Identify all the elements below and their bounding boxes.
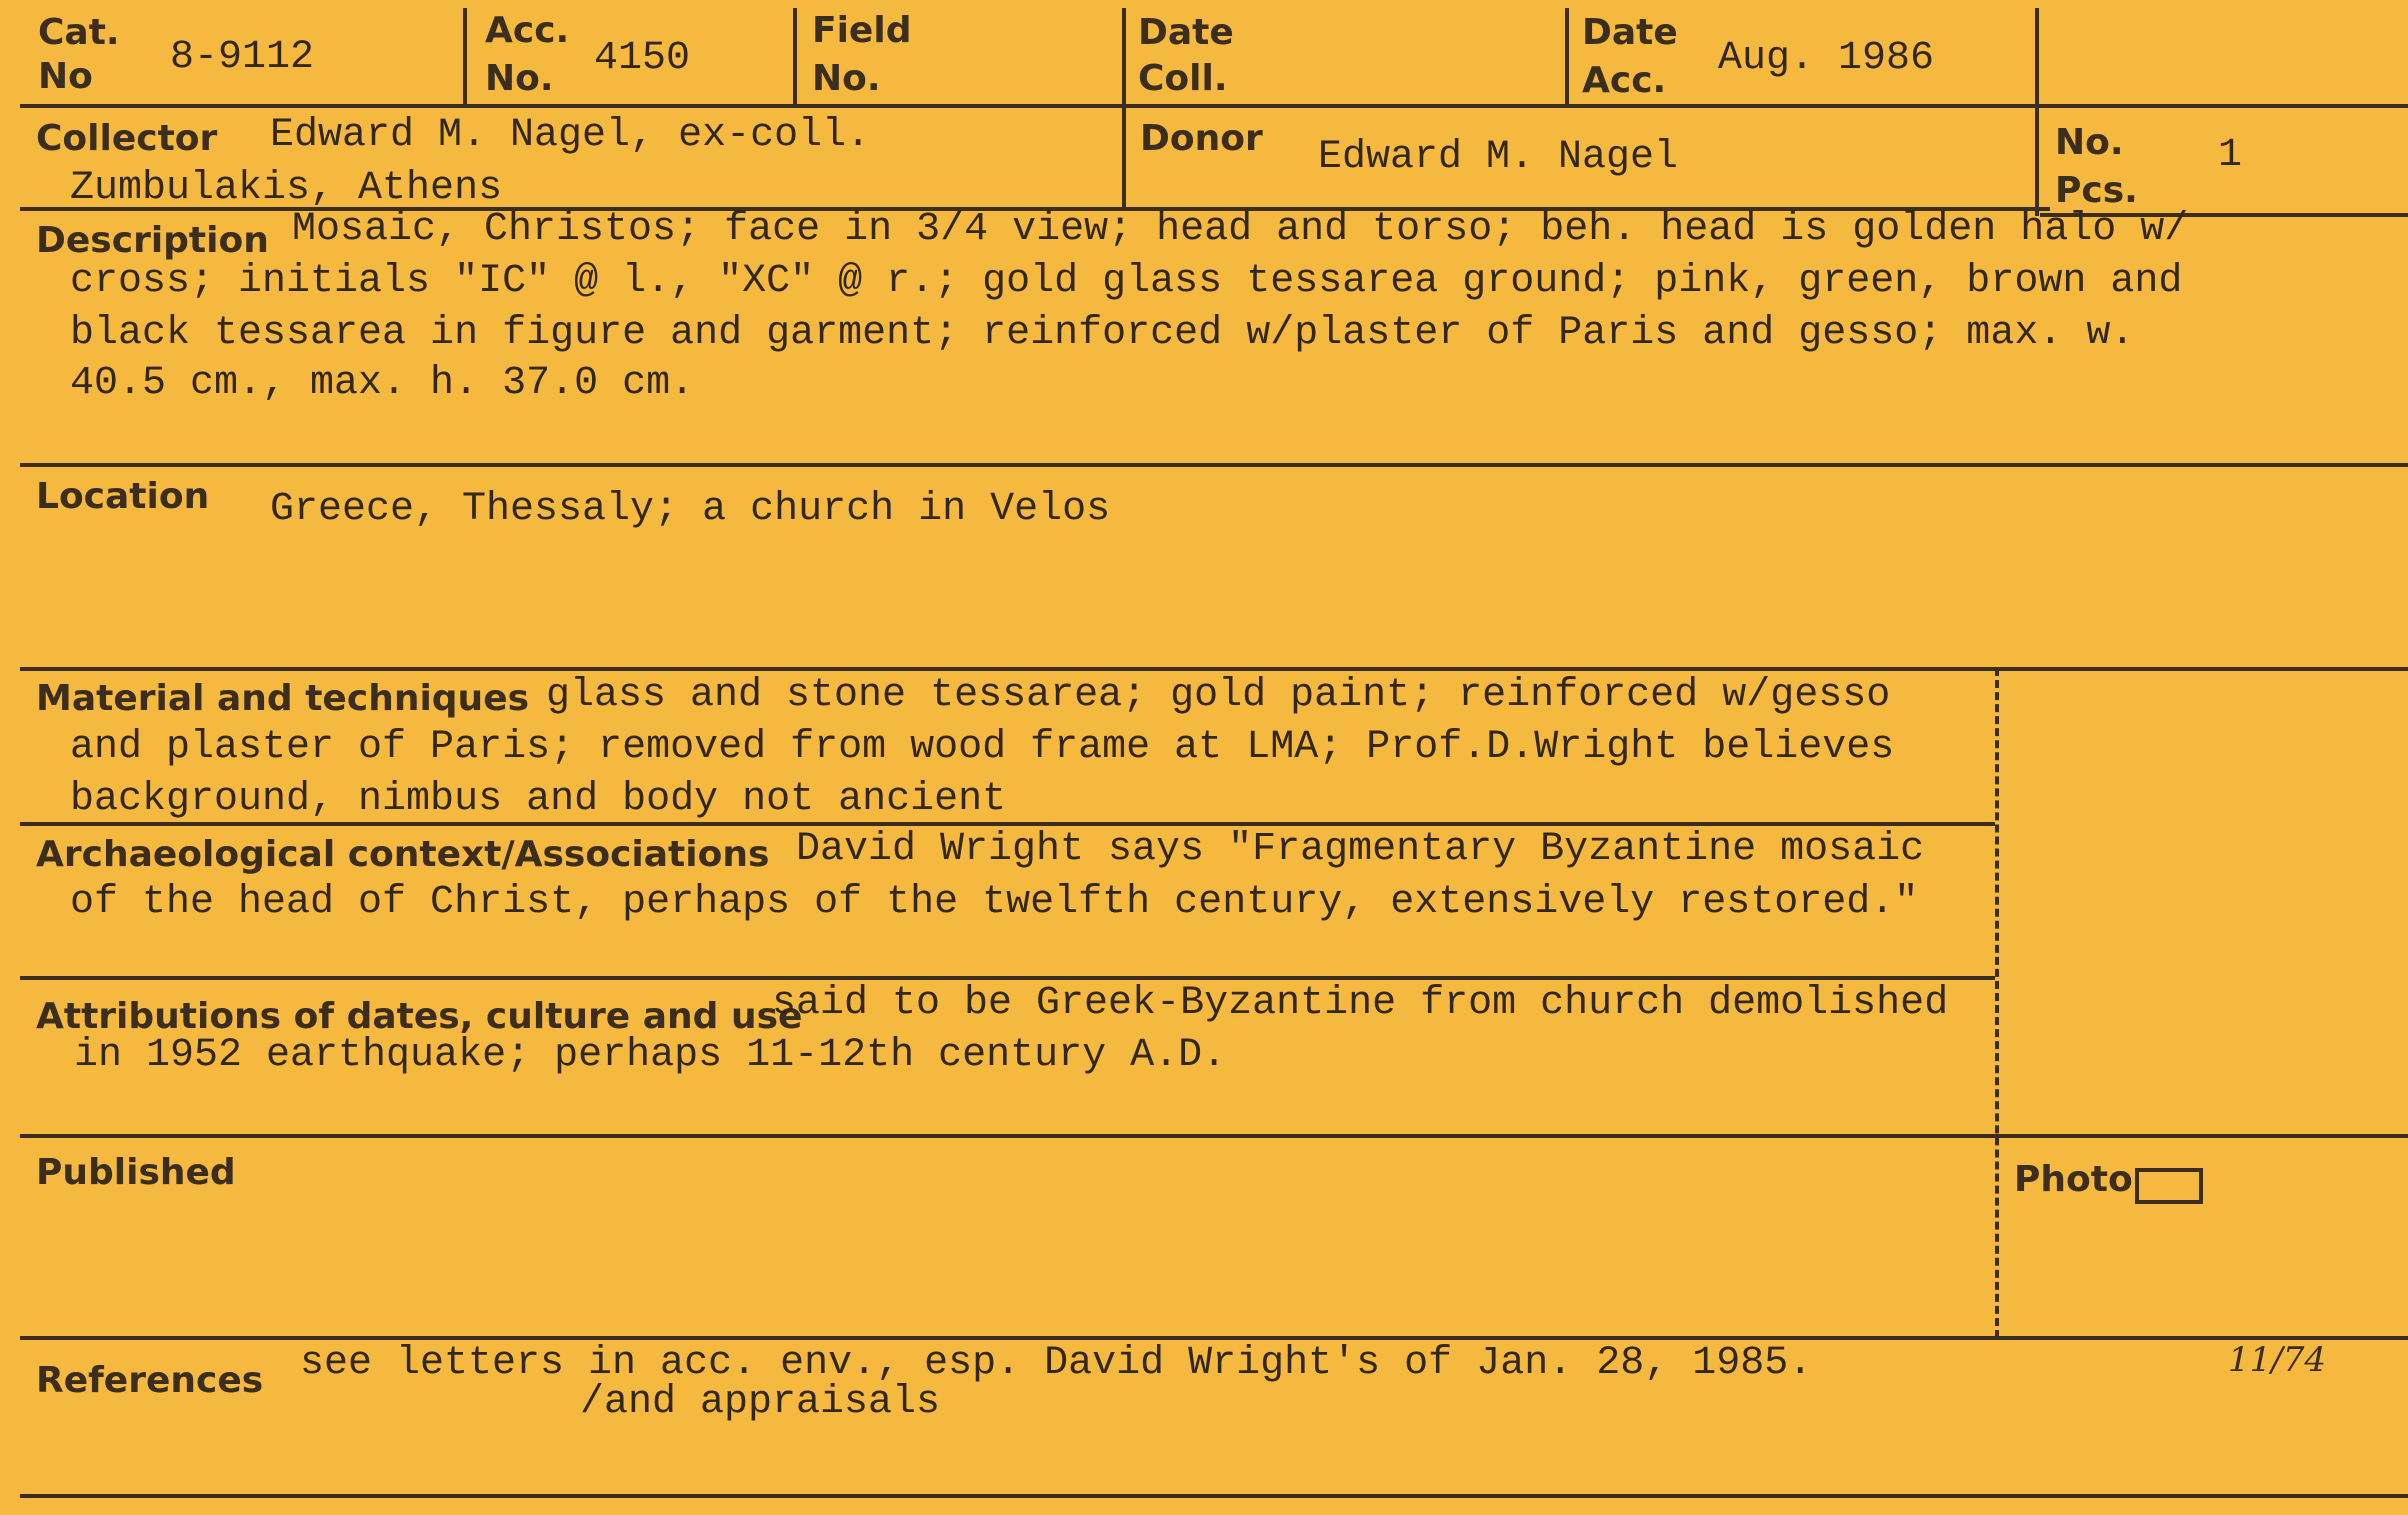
cat-label: Cat. [38, 12, 120, 53]
field-label: Field [812, 10, 912, 51]
cat-label-no: No [38, 56, 93, 97]
rule-attributions-bottom [20, 1134, 2408, 1138]
attributions-line-2: in 1952 earthquake; perhaps 11-12th century A.D. [74, 1033, 1227, 1078]
pieces-label-pcs: Pcs. [2055, 170, 2138, 211]
references-line-1: see letters in acc. env., esp. David Wright's of Jan. 28, 1985. [300, 1341, 1813, 1386]
donor-value: Edward M. Nagel [1318, 135, 1679, 180]
material-line-3: background, nimbus and body not ancient [70, 777, 1007, 822]
date-acc-label: Date [1582, 12, 1678, 53]
material-line-1: glass and stone tessarea; gold paint; reinforced w/gesso [546, 673, 1891, 718]
photo-checkbox[interactable] [2135, 1168, 2203, 1204]
references-label: References [36, 1360, 264, 1401]
description-line-2: cross; initials "IC" @ l., "XC" @ r.; gold glass tessarea ground; pink, green, brown and [70, 259, 2183, 304]
archaeological-label: Archaeological context/Associations [36, 834, 770, 875]
archaeological-line-1: David Wright says "Fragmentary Byzantine mosaic [796, 827, 1925, 872]
photo-label: Photo [2014, 1159, 2133, 1200]
published-label: Published [36, 1152, 236, 1193]
references-line-2: /and appraisals [580, 1380, 941, 1425]
rule-v-field [1122, 8, 1126, 106]
attributions-line-1: said to be Greek-Byzantine from church demolished [772, 981, 1949, 1026]
donor-label: Donor [1140, 118, 1263, 159]
rule-v-dateacc [2035, 8, 2039, 106]
date-acc-value: Aug. 1986 [1718, 36, 1935, 81]
pieces-label: No. [2055, 122, 2124, 163]
material-label: Material and techniques [36, 678, 530, 719]
collector-line-2: Zumbulakis, Athens [70, 166, 503, 211]
location-label: Location [36, 476, 210, 517]
rule-v-cat [463, 8, 467, 106]
attributions-label: Attributions of dates, culture and use [36, 996, 803, 1037]
acc-label: Acc. [485, 10, 570, 51]
rule-header-bottom [20, 104, 2408, 108]
date-acc-label-acc: Acc. [1582, 60, 1667, 101]
description-line-4: 40.5 cm., max. h. 37.0 cm. [70, 361, 695, 406]
rule-v-acc [793, 8, 797, 106]
date-coll-label-coll: Coll. [1138, 58, 1228, 99]
form-code: 11/74 [2228, 1340, 2326, 1380]
rule-v-dashed-side [1995, 668, 1999, 1338]
rule-v-datecoll [1565, 8, 1569, 106]
pieces-value: 1 [2218, 133, 2243, 178]
acc-value: 4150 [594, 36, 691, 81]
description-label: Description [36, 220, 269, 261]
archaeological-line-2: of the head of Christ, perhaps of the twelfth century, extensively restored." [70, 880, 1919, 925]
acc-label-no: No. [485, 58, 554, 99]
field-label-no: No. [812, 58, 881, 99]
location-value: Greece, Thessaly; a church in Velos [270, 487, 1111, 532]
description-line-1: Mosaic, Christos; face in 3/4 view; head and torso; beh. head is golden halo w/ [292, 207, 2189, 252]
rule-v-donor [1122, 106, 1126, 210]
material-line-2: and plaster of Paris; removed from wood frame at LMA; Prof.D.Wright believes [70, 725, 1895, 770]
cat-value: 8-9112 [170, 35, 315, 80]
rule-references-bottom [20, 1494, 2408, 1498]
date-coll-label: Date [1138, 12, 1234, 53]
collector-label: Collector [36, 118, 218, 159]
collector-line-1: Edward M. Nagel, ex-coll. [270, 113, 871, 158]
rule-v-pieces [2035, 106, 2039, 216]
rule-description-bottom [20, 463, 2408, 467]
description-line-3: black tessarea in figure and garment; reinforced w/plaster of Paris and gesso; max. w. [70, 311, 2135, 356]
